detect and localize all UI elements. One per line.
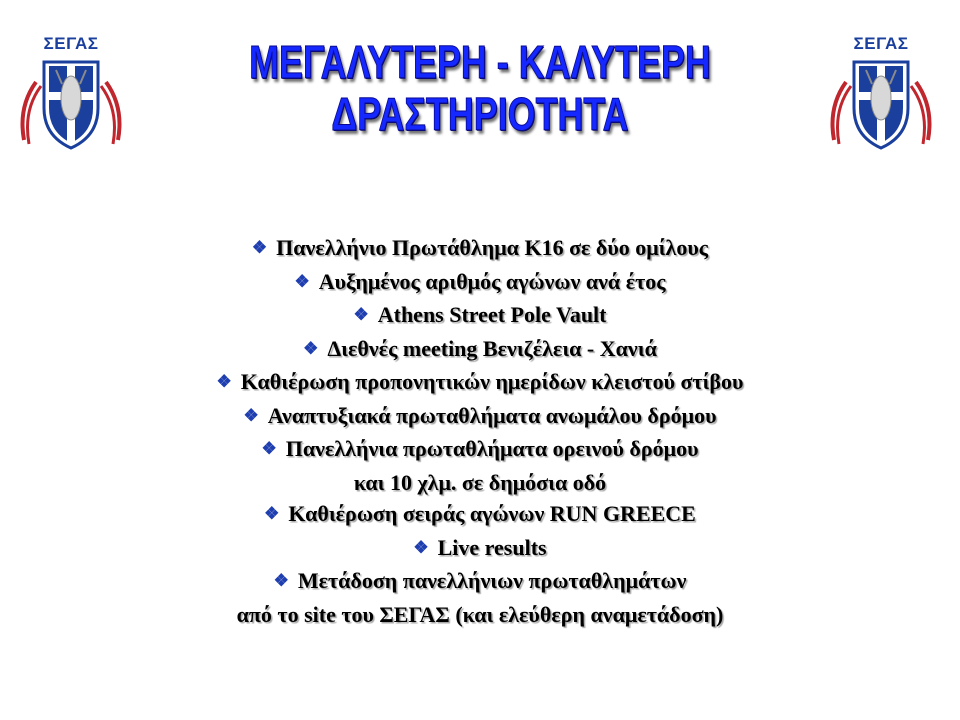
- list-item: ❖ Αυξημένος αριθμός αγώνων ανά έτος: [294, 268, 666, 294]
- list-item: ❖ Live results: [413, 534, 547, 560]
- diamond-bullet-icon: ❖: [273, 571, 289, 590]
- segas-emblem-icon: [826, 52, 936, 152]
- segas-logo-right: [826, 34, 936, 152]
- list-item: ❖ Μετάδοση πανελλήνιων πρωταθλημάτων: [273, 568, 687, 593]
- list-item: ❖ Athens Street Pole Vault: [353, 302, 607, 327]
- diamond-bullet-icon: ❖: [353, 305, 369, 324]
- diamond-bullet-icon: ❖: [243, 405, 259, 425]
- slide-title: [223, 36, 738, 140]
- list-item-continuation: από το site του ΣΕΓΑΣ (και ελεύθερη αναμετάδοση): [236, 601, 724, 627]
- logo-text: ΣΕΓΑΣ: [43, 34, 99, 53]
- list-item-continuation: και 10 χλμ. σε δημόσια οδό: [353, 469, 607, 495]
- list-item: ❖ Πανελλήνιο Πρωτάθλημα Κ16 σε δύο ομίλους: [251, 235, 709, 260]
- list-item: ❖ Αναπτυξιακά πρωταθλήματα ανωμάλου δρόμου: [243, 402, 717, 428]
- title-line-1: ΜΕΓΑΛΥΤΕΡΗ - ΚΑΛΥΤΕΡΗ: [249, 36, 711, 88]
- diamond-bullet-icon: ❖: [413, 537, 429, 557]
- diamond-bullet-icon: ❖: [261, 439, 277, 458]
- diamond-bullet-icon: ❖: [294, 271, 310, 291]
- list-item: ❖ Καθιέρωση σειράς αγώνων RUN GREECE: [264, 501, 696, 526]
- diamond-bullet-icon: ❖: [216, 372, 232, 391]
- diamond-bullet-icon: ❖: [251, 238, 268, 257]
- segas-emblem-icon: [16, 52, 126, 152]
- diamond-bullet-icon: ❖: [303, 338, 319, 358]
- list-item: ❖ Διεθνές meeting Βενιζέλεια - Χανιά: [303, 335, 657, 361]
- title-line-2: ΔΡΑΣΤΗΡΙΟΤΗΤΑ: [331, 88, 629, 140]
- segas-logo-left: [16, 34, 126, 152]
- list-item: ❖ Πανελλήνια πρωταθλήματα ορεινού δρόμου: [261, 436, 699, 461]
- activity-list: [60, 232, 900, 630]
- diamond-bullet-icon: ❖: [264, 504, 280, 523]
- list-item: ❖ Καθιέρωση προπονητικών ημερίδων κλειστού στίβου: [216, 369, 744, 394]
- logo-text: ΣΕΓΑΣ: [853, 34, 909, 53]
